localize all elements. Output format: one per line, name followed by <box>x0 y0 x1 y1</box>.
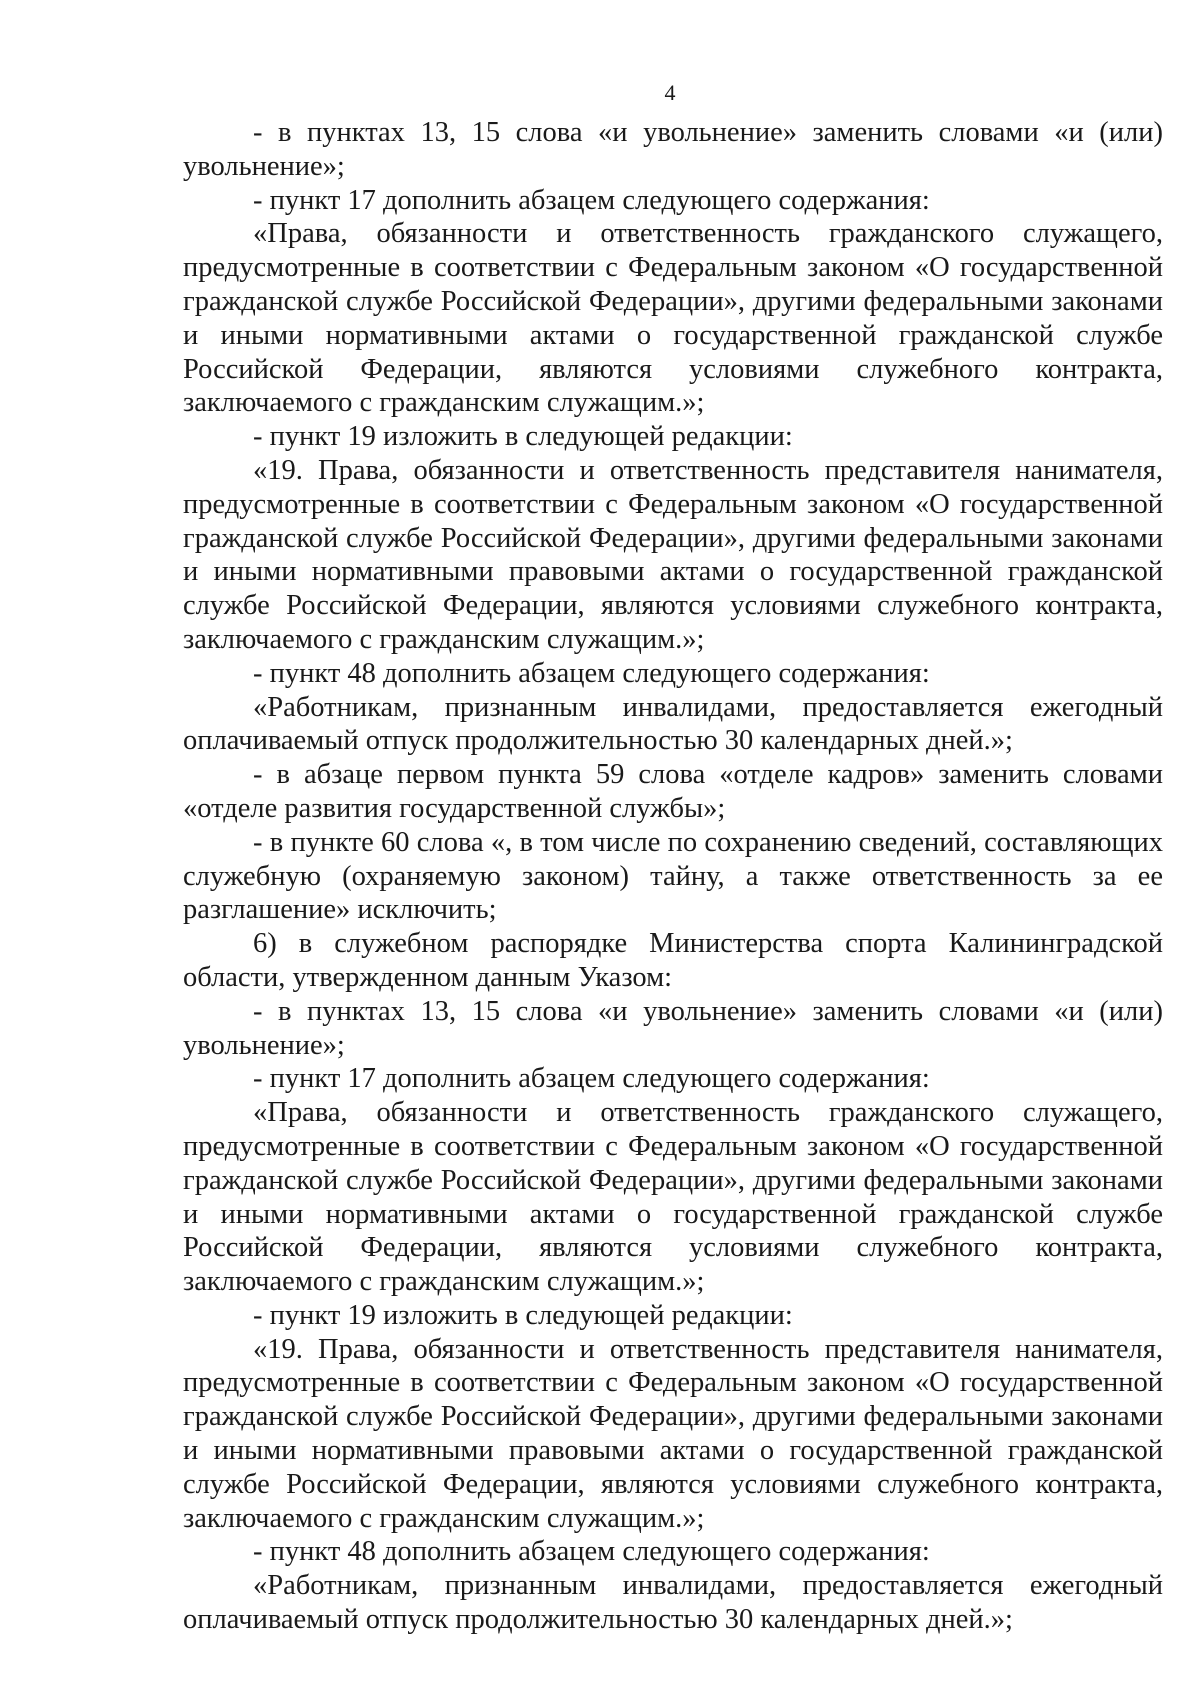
paragraph: «Права, обязанности и ответственность гражданского служащего, предусмотренные в соответствии с Федеральным законом «О государственной гражданской службе Российской Федерации», другими федеральными законами и иными нормативными актами о государственной гражданской службе Российской Федерации, являются условиями служебного контракта, заключаемого с гражданским служащим.»; <box>183 1097 1163 1298</box>
paragraph: - пункт 48 дополнить абзацем следующего содержания: <box>253 657 930 689</box>
paragraph: - в абзаце первом пункта 59 слова «отделе кадров» заменить словами «отделе развития государственной службы»; <box>183 759 1163 824</box>
paragraph: - в пунктах 13, 15 слова «и увольнение» заменить словами «и (или) увольнение»; <box>183 995 1163 1061</box>
paragraph: - пункт 48 дополнить абзацем следующего содержания: <box>253 1536 930 1568</box>
paragraph: 6) в служебном распорядке Министерства спорта Калининградской области, утвержденном данным Указом: <box>183 928 1163 993</box>
paragraph: «Права, обязанности и ответственность гражданского служащего, предусмотренные в соответствии с Федеральным законом «О государственной гражданской службе Российской Федерации», другими федеральными законами и иными нормативными актами о государственной гражданской службе Российской Федерации, являются условиями служебного контракта, заключаемого с гражданским служащим.»; <box>183 218 1163 419</box>
paragraph: - пункт 17 дополнить абзацем следующего содержания: <box>253 184 930 216</box>
document-body <box>183 116 1163 1637</box>
paragraph: «19. Права, обязанности и ответственность представителя нанимателя, предусмотренные в соответствии с Федеральным законом «О государственной гражданской службе Российской Федерации», другими федеральными законами и иными нормативными правовыми актами о государственной гражданской службе Российской Федерации, являются условиями служебного контракта, заключаемого с гражданским служащим.»; <box>183 1333 1163 1534</box>
paragraph: «19. Права, обязанности и ответственность представителя нанимателя, предусмотренные в соответствии с Федеральным законом «О государственной гражданской службе Российской Федерации», другими федеральными законами и иными нормативными правовыми актами о государственной гражданской службе Российской Федерации, являются условиями служебного контракта, заключаемого с гражданским служащим.»; <box>183 454 1163 655</box>
paragraph: - в пункте 60 слова «, в том числе по сохранению сведений, составляющих служебную (охраняемую законом) тайну, а также ответственность за ее разглашение» исключить; <box>183 826 1163 926</box>
paragraph: «Работникам, признанным инвалидами, предоставляется ежегодный оплачиваемый отпуск продолжительностью 30 календарных дней.»; <box>183 691 1163 757</box>
paragraph: - пункт 17 дополнить абзацем следующего содержания: <box>253 1063 930 1095</box>
paragraph: «Работникам, признанным инвалидами, предоставляется ежегодный оплачиваемый отпуск продолжительностью 30 календарных дней.»; <box>183 1570 1163 1636</box>
page-number: 4 <box>664 80 676 105</box>
paragraph: - в пунктах 13, 15 слова «и увольнение» заменить словами «и (или) увольнение»; <box>183 117 1163 182</box>
paragraph: - пункт 19 изложить в следующей редакции: <box>253 1299 793 1331</box>
paragraph: - пункт 19 изложить в следующей редакции: <box>253 421 793 453</box>
